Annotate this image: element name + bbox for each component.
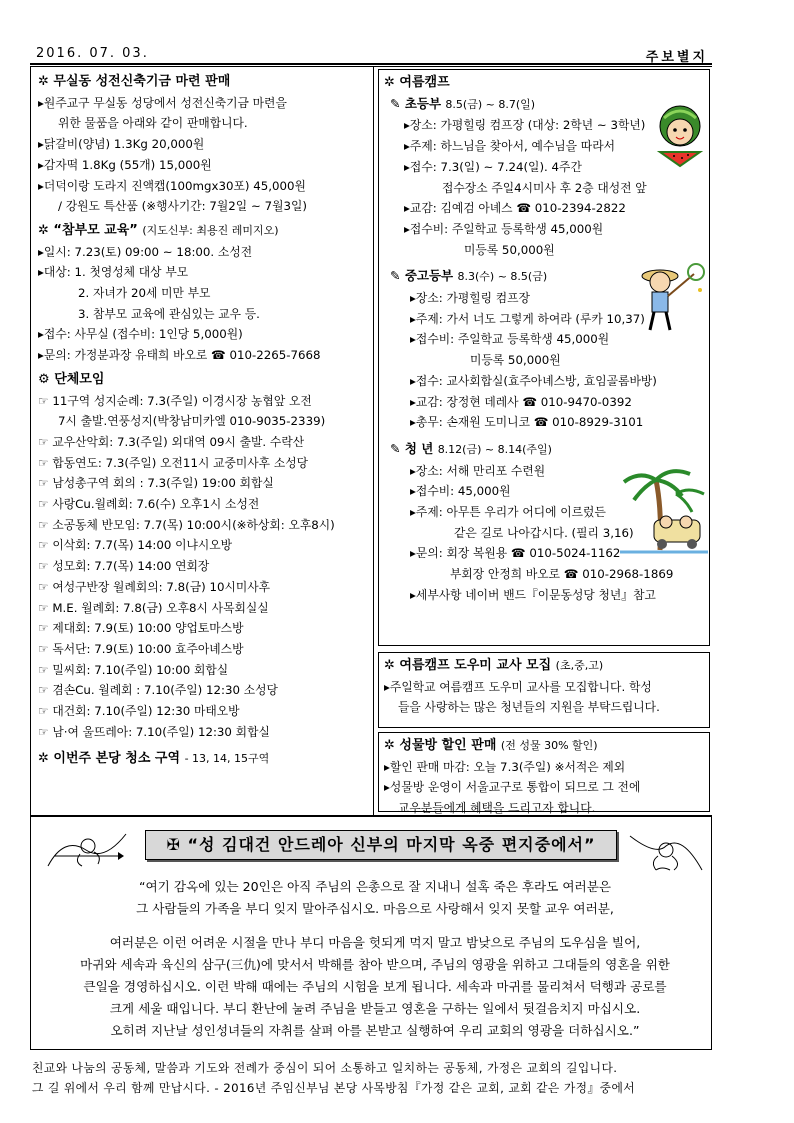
list-item: ☞ 교우산악회: 7.3(주일) 외대역 09시 출발. 수락산 — [38, 434, 305, 449]
list-item: ☞ 성모회: 7.7(목) 14:00 연회장 — [38, 559, 210, 574]
list-item: ☞ 제대회: 7.9(토) 10:00 양업토마스방 — [38, 621, 244, 636]
section-title-cleaning: ✲ 이번주 본당 청소 구역 - 13, 14, 15구역 — [38, 750, 270, 766]
list-item: ▸교감: 장정현 데레사 ☎ 010-9470-0392 — [410, 394, 632, 409]
quote-line: 크게 세울 때입니다. 부디 환난에 눌려 주님을 받들고 영혼을 구하는 일에서 뒷걸음치지 마십시오. — [109, 1001, 641, 1016]
watermelon-kid-illustration — [652, 100, 708, 170]
bulletin-title: 주보별지 — [645, 50, 708, 65]
quote-paragraph-2 — [55, 932, 695, 1042]
section-title-summer-camp: ✲ 여름캠프 — [384, 75, 450, 90]
list-item: ▸장소: 서해 만리포 수련원 — [410, 463, 546, 478]
list-item: ▸장소: 가평힐링 컴프장 (대상: 2학년 ~ 3학년) — [404, 118, 646, 133]
quote-line: “여기 감옥에 있는 20인은 아직 주님의 은총으로 잘 지내니 설혹 죽은 후라도 여러분은 — [138, 879, 612, 894]
list-item: 미등록 50,000원 — [470, 353, 561, 368]
list-item: ☞ 대건회: 7.10(주일) 12:30 마태오방 — [38, 704, 240, 719]
list-item: 들을 사랑하는 많은 청년들의 지원을 부탁드립니다. — [398, 700, 660, 715]
quote-line: 그 사람들의 가족을 부디 잊지 말아주십시오. 마음으로 사랑해서 잊지 못할 교우 여러분, — [136, 901, 614, 916]
list-item: ▸주제: 아무튼 우리가 어디에 이르렀든 — [410, 505, 606, 520]
list-item: ☞ 소공동체 반모임: 7.7(목) 10:00시(※하상회: 오후8시) — [38, 517, 335, 532]
sale-section — [384, 736, 709, 819]
section-title-helper-teacher: ✲ 여름캠프 도우미 교사 모집 (초,중,고) — [384, 658, 604, 673]
asterism-icon: ✲ — [38, 74, 54, 89]
beach-palm-illustration — [620, 460, 708, 554]
cupid-right-ornament — [626, 826, 706, 882]
list-item: ☞ 남·여 울뜨레아: 7.10(주일) 12:30 회합실 — [38, 724, 270, 739]
helper-teacher-section — [384, 656, 709, 718]
list-item: ▸닭갈비(양념) 1.3Kg 20,000원 — [38, 137, 205, 152]
list-item: ▸접수비: 주일학교 등록학생 45,000원 — [410, 332, 610, 347]
group-title-elementary: ✎ 초등부 8.5(금) ~ 8.7(일) — [390, 95, 536, 111]
list-item: 교우분들에게 혜택을 드리고자 합니다. — [398, 801, 596, 816]
list-item: ▸장소: 가평힐링 컴프장 — [410, 291, 530, 306]
issue-date: 2016. 07. 03. — [36, 46, 149, 61]
list-item: ▸감자떡 1.8Kg (55개) 15,000원 — [38, 157, 212, 172]
list-item: 2. 자녀가 20세 미만 부모 — [78, 286, 211, 301]
footer-line: 그 길 위에서 우리 함께 만납시다. - 2016년 주임신부님 본당 사목방침『가정 같은 교회, 교회 같은 가정』중에서 — [32, 1081, 636, 1095]
list-item: ▸원주교구 무실동 성당에서 성전신축기금 마련을 — [38, 95, 287, 110]
list-item: ▸접수비: 주일학교 등록학생 45,000원 — [404, 221, 604, 236]
list-item: ☞ 밀씨회: 7.10(주일) 10:00 회합실 — [38, 662, 229, 677]
group-title-middle-high: ✎ 중고등부 8.3(수) ~ 8.5(금) — [390, 268, 548, 284]
group-title-youth: ✎ 청 년 8.12(금) ~ 8.14(주일) — [390, 440, 552, 456]
list-item: 미등록 50,000원 — [464, 242, 555, 257]
list-item: ▸대상: 1. 첫영성체 대상 부모 — [38, 265, 189, 280]
list-item: ☞ 사랑Cu.월례회: 7.6(수) 오후1시 소성전 — [38, 497, 260, 512]
list-item: 위한 물품을 아래와 같이 판매합니다. — [58, 116, 248, 131]
list-item: ▸할인 판매 마감: 오늘 7.3(주일) ※서적은 제외 — [384, 759, 626, 774]
section-title-fundraising: ✲ 무실동 성전신축기금 마련 판매 — [38, 74, 231, 89]
section-title-parent-education: ✲ “참부모 교육” (지도신부: 최용진 레미지오) — [38, 222, 279, 238]
list-item: 같은 길로 나아갑시다. (필리 3,16) — [454, 525, 634, 540]
list-item: ▸더덕이랑 도라지 진액캡(100mgx30포) 45,000원 — [38, 178, 306, 193]
bug-catching-kid-illustration — [638, 262, 706, 334]
list-item: ☞ M.E. 월례회: 7.8(금) 오후8시 사목회실실 — [38, 600, 269, 615]
left-column — [38, 72, 370, 769]
cupid-left-ornament — [44, 826, 130, 876]
asterism-icon: ✲ — [384, 738, 400, 753]
list-item: ▸접수: 사무실 (접수비: 1인당 5,000원) — [38, 327, 243, 342]
quote-banner: ✠ “성 김대건 안드레아 신부의 마지막 옥중 편지중에서” — [145, 830, 617, 860]
list-item: ▸접수비: 45,000원 — [410, 484, 511, 499]
list-item: 부회장 안정희 바오로 ☎ 010-2968-1869 — [450, 567, 674, 582]
asterism-icon: ✲ — [38, 222, 54, 238]
asterism-icon: ✲ — [384, 658, 400, 673]
quote-line: 오히려 지난날 성인성녀들의 자취를 살펴 아를 본받고 실행하여 우리 교회의 영광을 더하십시오.” — [110, 1023, 640, 1038]
list-item: ☞ 남성총구역 회의 : 7.3(주일) 19:00 회합실 — [38, 476, 274, 491]
list-item: ▸문의: 가정분과장 유태희 바오로 ☎ 010-2265-7668 — [38, 348, 321, 363]
list-item: 접수장소 주일4시미사 후 2층 대성전 앞 — [442, 180, 647, 195]
section-title-sale: ✲ 성물방 할인 판매 (전 성물 30% 할인) — [384, 738, 598, 753]
list-item: ▸성물방 운영이 서울교구로 통합이 되므로 그 전에 — [384, 780, 641, 795]
gear-icon: ⚙ — [38, 371, 55, 387]
list-item: / 강원도 특산품 (※행사기간: 7월2일 ~ 7월3일) — [58, 199, 307, 214]
quote-line: 큰일을 경영하십시오. 이런 박해 때에는 주님의 시험을 보게 됩니다. 세속과 마귀를 물리쳐서 덕행과 공로를 — [83, 979, 667, 994]
list-item: ☞ 독서단: 7.9(토) 10:00 효주아녜스방 — [38, 641, 244, 656]
list-item: ▸일시: 7.23(토) 09:00 ~ 18:00. 소성전 — [38, 244, 253, 259]
list-item: ▸주제: 하느님을 찾아서, 예수님을 따라서 — [404, 139, 615, 154]
list-item: ☞ 합동연도: 7.3(주일) 오전11시 교중미사후 소성당 — [38, 455, 309, 470]
list-item: ☞ 여성구반장 월례회의: 7.8(금) 10시미사후 — [38, 579, 271, 594]
list-item: ▸세부사항 네이버 밴드『이문동성당 청년』참고 — [410, 587, 656, 602]
list-item: ▸주제: 가서 너도 그렇게 하여라 (루카 10,37) — [410, 311, 645, 326]
footer-line: 친교와 나눔의 공동체, 말씀과 기도와 전례가 중심이 되어 소통하고 일치하는 공동체, 가정은 교회의 길입니다. — [32, 1061, 618, 1075]
asterism-icon: ✲ — [384, 75, 400, 90]
list-item: ▸주일학교 여름캠프 도우미 교사를 모집합니다. 학성 — [384, 679, 652, 694]
list-item: ▸교감: 김예검 아녜스 ☎ 010-2394-2822 — [404, 201, 626, 216]
list-item: ▸접수: 7.3(일) ~ 7.24(일). 4주간 — [404, 159, 582, 174]
list-item: ☞ 이삭회: 7.7(목) 14:00 이냐시오방 — [38, 538, 233, 553]
asterism-icon: ✲ — [38, 750, 54, 766]
footer-motto — [32, 1058, 714, 1098]
list-item: ▸총무: 손재원 도미니코 ☎ 010-8929-3101 — [410, 415, 644, 430]
quote-line: 여러분은 이런 어려운 시절을 만나 부디 마음을 헛되게 먹지 말고 밤낮으로 주님의 도우심을 빌어, — [109, 935, 641, 950]
quote-paragraph-1 — [55, 876, 695, 920]
list-item: 3. 참부모 교육에 관심있는 교우 등. — [78, 306, 260, 321]
list-item: ▸접수: 교사회합실(효주아녜스방, 효임골롬바방) — [410, 373, 657, 388]
header-rule — [30, 63, 712, 65]
list-item: ☞ 11구역 성지순례: 7.3(주일) 이경시장 농협앞 오전 — [38, 393, 312, 408]
quote-line: 마귀와 세속과 육신의 삼구(三仇)에 맞서서 박해를 참아 받으며, 주님의 영광을 위하고 그대들의 영혼을 위한 — [80, 957, 670, 972]
section-title-groups: ⚙ 단체모임 — [38, 371, 105, 387]
list-item: ☞ 겸손Cu. 월례회 : 7.10(주일) 12:30 소성당 — [38, 683, 278, 698]
list-item: ▸문의: 회장 복원용 ☎ 010-5024-1162 — [410, 546, 621, 561]
column-divider — [373, 66, 374, 816]
list-item: 7시 출발.연풍성지(박창남미카엘 010-9035-2339) — [58, 414, 326, 429]
